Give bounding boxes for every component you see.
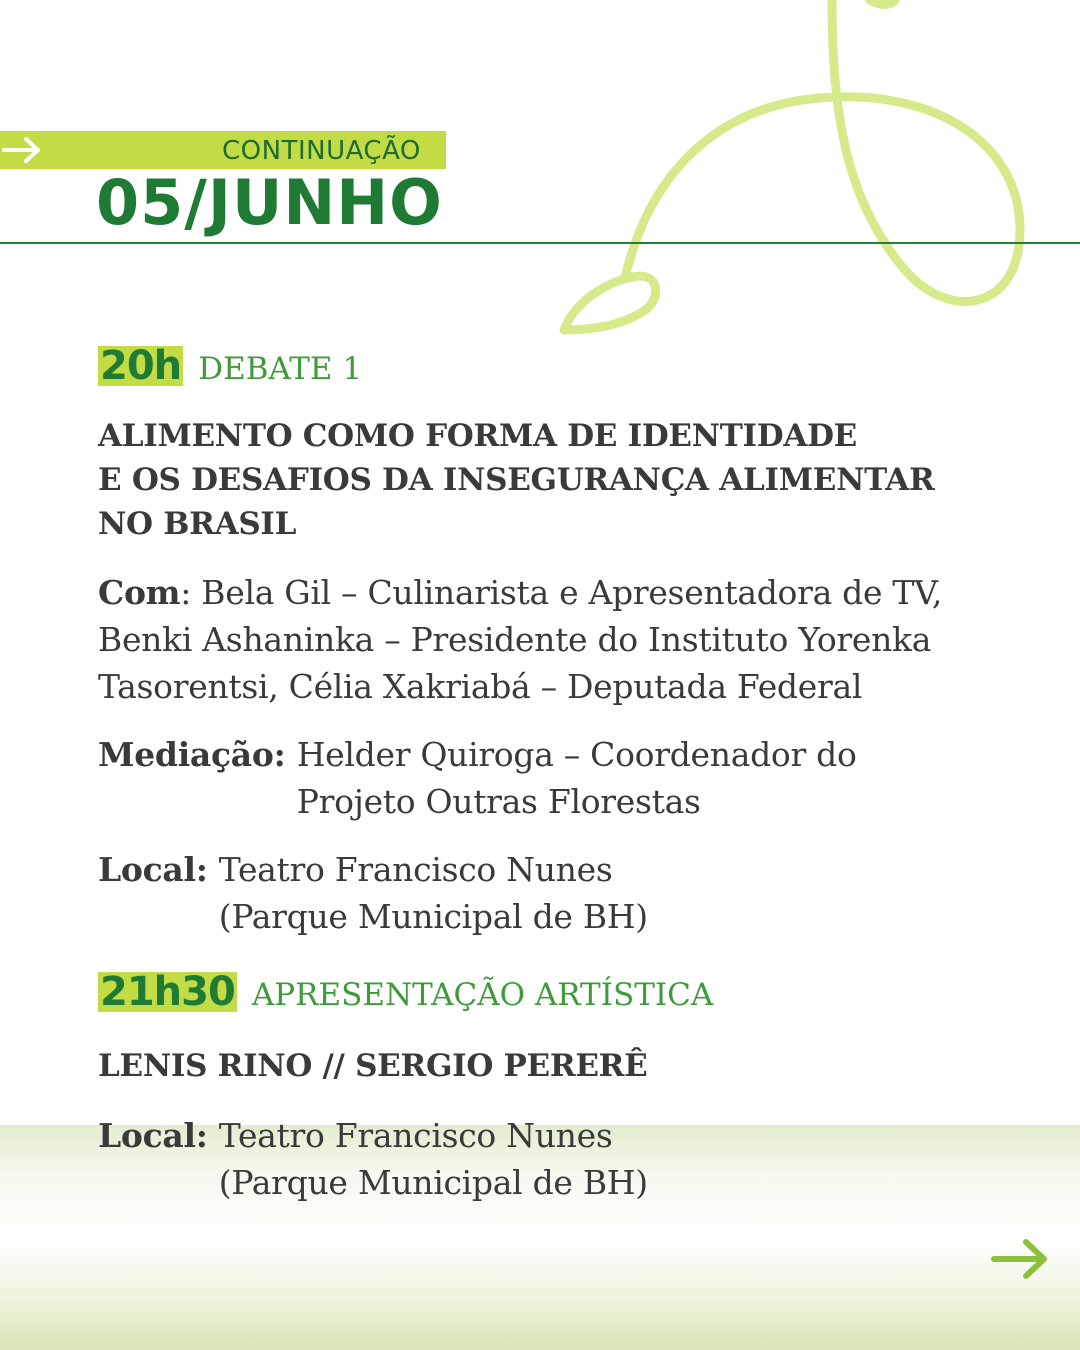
guests-line: Tasorentsi, Célia Xakriabá – Deputada Federal bbox=[98, 667, 863, 706]
event-1-type: DEBATE 1 bbox=[198, 351, 363, 387]
location-line: Teatro Francisco Nunes bbox=[218, 1116, 613, 1155]
mediation-line: Helder Quiroga – Coordenador do bbox=[296, 735, 857, 774]
location-label: Local: bbox=[98, 1116, 219, 1155]
event-2-header bbox=[98, 969, 714, 1015]
location-line: (Parque Municipal de BH) bbox=[218, 1163, 648, 1202]
arrow-right-icon[interactable] bbox=[990, 1236, 1052, 1282]
header-divider bbox=[0, 242, 1080, 244]
location-label: Local: bbox=[98, 850, 219, 889]
event-1-time: 20h bbox=[100, 343, 182, 389]
continuation-label: CONTINUAÇÃO bbox=[222, 136, 421, 166]
event-1-location bbox=[98, 846, 648, 940]
title-line: E OS DESAFIOS DA INSEGURANÇA ALIMENTAR bbox=[98, 462, 935, 498]
mediation-line: Projeto Outras Florestas bbox=[296, 782, 701, 821]
location-line: Teatro Francisco Nunes bbox=[218, 850, 613, 889]
event-1-title bbox=[98, 414, 934, 546]
event-1-mediation bbox=[98, 731, 857, 825]
event-2-title: LENIS RINO // SERGIO PERERÊ bbox=[98, 1048, 648, 1084]
location-line: (Parque Municipal de BH) bbox=[218, 897, 648, 936]
event-1-header bbox=[98, 343, 363, 389]
event-1-guests bbox=[98, 569, 942, 710]
mediation-label: Mediação: bbox=[98, 735, 297, 774]
title-line: ALIMENTO COMO FORMA DE IDENTIDADE bbox=[98, 418, 857, 454]
date-title: 05/JUNHO bbox=[96, 166, 443, 239]
event-2-location bbox=[98, 1112, 648, 1206]
arrow-right-icon bbox=[0, 131, 46, 169]
event-2-time: 21h30 bbox=[100, 969, 235, 1015]
guests-line: Benki Ashaninka – Presidente do Instituto Yorenka bbox=[98, 620, 932, 659]
title-line: NO BRASIL bbox=[98, 506, 297, 542]
event-2-type: APRESENTAÇÃO ARTÍSTICA bbox=[251, 977, 714, 1013]
guests-line: : Bela Gil – Culinarista e Apresentadora de TV, bbox=[180, 573, 943, 612]
guests-label: Com bbox=[98, 573, 181, 612]
